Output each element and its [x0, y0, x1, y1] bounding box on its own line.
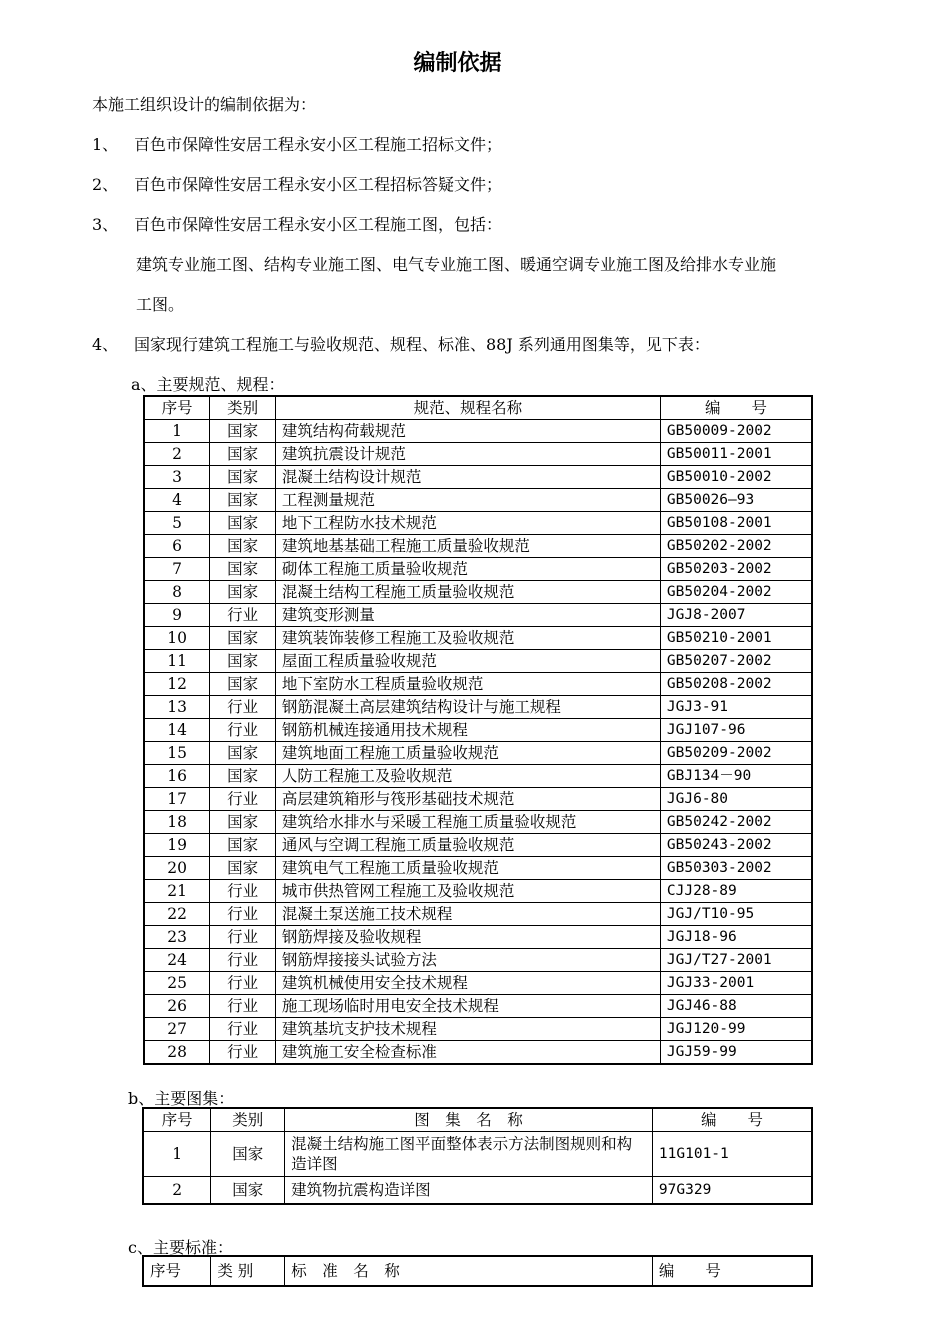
cell-category: 国家	[210, 489, 276, 512]
table-row	[144, 880, 812, 903]
cell-index: 10	[144, 627, 210, 650]
cell-code: GB50242-2002	[660, 811, 812, 834]
cell-category: 国家	[210, 420, 276, 443]
table-row	[144, 972, 812, 995]
cell-code: GB50108-2001	[660, 512, 812, 535]
table-row	[144, 650, 812, 673]
cell-category: 行业	[210, 1018, 276, 1041]
cell-code: GB50209-2002	[660, 742, 812, 765]
header-cell-category: 类别	[211, 1108, 285, 1132]
table-row	[144, 765, 812, 788]
cell-name: 建筑电气工程施工质量验收规范	[275, 857, 660, 880]
cell-name: 通风与空调工程施工质量验收规范	[275, 834, 660, 857]
cell-index: 21	[144, 880, 210, 903]
header-cell-index: 序号	[143, 1256, 211, 1286]
header-cell-name: 图 集 名 称	[285, 1108, 653, 1132]
cell-category: 行业	[210, 903, 276, 926]
cell-name: 建筑装饰装修工程施工及验收规范	[275, 627, 660, 650]
cell-name: 人防工程施工及验收规范	[275, 765, 660, 788]
table-row	[144, 489, 812, 512]
list-item-detail: 建筑专业施工图、结构专业施工图、电气专业施工图、暖通空调专业施工图及给排水专业施	[136, 255, 777, 274]
cell-category: 国家	[210, 673, 276, 696]
cell-category: 行业	[210, 949, 276, 972]
cell-category: 行业	[210, 696, 276, 719]
list-item-number: 2、	[92, 175, 119, 194]
header-cell-category: 类别	[210, 396, 276, 420]
cell-name: 建筑施工安全检查标准	[275, 1041, 660, 1065]
standards-table	[143, 395, 813, 1065]
cell-name: 建筑地基基础工程施工质量验收规范	[275, 535, 660, 558]
cell-code: GB50204-2002	[660, 581, 812, 604]
cell-category: 行业	[210, 995, 276, 1018]
table-row	[144, 558, 812, 581]
cell-category: 国家	[210, 581, 276, 604]
cell-index: 20	[144, 857, 210, 880]
cell-code: JGJ/T27-2001	[660, 949, 812, 972]
list-item-number: 4、	[92, 335, 119, 354]
table-row	[144, 834, 812, 857]
cell-index: 24	[144, 949, 210, 972]
cell-category: 行业	[210, 880, 276, 903]
cell-category: 国家	[210, 627, 276, 650]
header-cell-code: 编 号	[660, 396, 812, 420]
cell-category: 国家	[210, 742, 276, 765]
cell-code: GB50026—93	[660, 489, 812, 512]
cell-name: 混凝土泵送施工技术规程	[275, 903, 660, 926]
list-item	[92, 172, 502, 195]
header-cell-code: 编 号	[652, 1256, 812, 1286]
list-item	[92, 132, 502, 155]
cell-category: 国家	[210, 443, 276, 466]
cell-index: 13	[144, 696, 210, 719]
cell-name: 钢筋混凝土高层建筑结构设计与施工规程	[275, 696, 660, 719]
cell-category: 行业	[210, 1041, 276, 1065]
cell-code: JGJ18-96	[660, 926, 812, 949]
cell-index: 27	[144, 1018, 210, 1041]
cell-code: GB50303-2002	[660, 857, 812, 880]
cell-index: 11	[144, 650, 210, 673]
list-item-text: 百色市保障性安居工程永安小区工程施工图，包括：	[134, 215, 503, 234]
cell-code: JGJ/T10-95	[660, 903, 812, 926]
cell-name: 混凝土结构设计规范	[275, 466, 660, 489]
cell-category: 行业	[210, 972, 276, 995]
list-item-text: 百色市保障性安居工程永安小区工程施工招标文件；	[134, 135, 503, 154]
table-row	[144, 719, 812, 742]
table-row	[144, 696, 812, 719]
cell-index: 2	[144, 443, 210, 466]
cell-code: JGJ33-2001	[660, 972, 812, 995]
table-row	[143, 1177, 812, 1205]
table-header-row	[144, 396, 812, 420]
cell-index: 3	[144, 466, 210, 489]
cell-code: JGJ120-99	[660, 1018, 812, 1041]
cell-name: 混凝土结构工程施工质量验收规范	[275, 581, 660, 604]
table-row	[144, 788, 812, 811]
cell-index: 2	[143, 1177, 211, 1205]
cell-code: CJJ28-89	[660, 880, 812, 903]
table-row	[144, 673, 812, 696]
cell-name: 建筑变形测量	[275, 604, 660, 627]
section-b-heading: b、主要图集：	[128, 1089, 235, 1108]
cell-name: 建筑抗震设计规范	[275, 443, 660, 466]
table-row	[144, 443, 812, 466]
cell-category: 国家	[210, 466, 276, 489]
cell-name: 钢筋机械连接通用技术规程	[275, 719, 660, 742]
cell-index: 17	[144, 788, 210, 811]
header-cell-code: 编 号	[652, 1108, 812, 1132]
cell-code: GB50207-2002	[660, 650, 812, 673]
cell-index: 28	[144, 1041, 210, 1065]
table-row	[144, 627, 812, 650]
norms-table	[142, 1255, 813, 1287]
table-row	[144, 420, 812, 443]
cell-code: JGJ8-2007	[660, 604, 812, 627]
cell-name: 混凝土结构施工图平面整体表示方法制图规则和构造详图	[285, 1132, 653, 1177]
table-row	[144, 1018, 812, 1041]
cell-name: 施工现场临时用电安全技术规程	[275, 995, 660, 1018]
header-cell-name: 标 准 名 称	[285, 1256, 653, 1286]
cell-name: 钢筋焊接接头试验方法	[275, 949, 660, 972]
table-row	[144, 926, 812, 949]
header-cell-name: 规范、规程名称	[275, 396, 660, 420]
cell-category: 国家	[210, 857, 276, 880]
cell-category: 行业	[210, 926, 276, 949]
cell-index: 1	[143, 1132, 211, 1177]
cell-name: 建筑结构荷载规范	[275, 420, 660, 443]
cell-index: 9	[144, 604, 210, 627]
cell-code: JGJ46-88	[660, 995, 812, 1018]
header-cell-index: 序号	[143, 1108, 211, 1132]
table-row	[144, 903, 812, 926]
cell-index: 1	[144, 420, 210, 443]
cell-index: 19	[144, 834, 210, 857]
cell-code: JGJ107-96	[660, 719, 812, 742]
table-row	[144, 535, 812, 558]
cell-index: 6	[144, 535, 210, 558]
cell-category: 国家	[210, 512, 276, 535]
page-title: 编制依据	[413, 51, 502, 76]
table-row	[144, 581, 812, 604]
cell-category: 国家	[211, 1177, 285, 1205]
list-item	[92, 212, 502, 235]
cell-index: 15	[144, 742, 210, 765]
cell-name: 建筑物抗震构造详图	[285, 1177, 653, 1205]
list-item-detail: 工图。	[136, 295, 185, 314]
cell-code: GB50010-2002	[660, 466, 812, 489]
table-row	[144, 742, 812, 765]
cell-name: 建筑机械使用安全技术规程	[275, 972, 660, 995]
cell-name: 高层建筑箱形与筏形基础技术规范	[275, 788, 660, 811]
table-row	[144, 1041, 812, 1065]
cell-name: 建筑给水排水与采暖工程施工质量验收规范	[275, 811, 660, 834]
cell-index: 4	[144, 489, 210, 512]
cell-category: 国家	[210, 834, 276, 857]
cell-code: JGJ3-91	[660, 696, 812, 719]
cell-index: 26	[144, 995, 210, 1018]
cell-name: 地下室防水工程质量验收规范	[275, 673, 660, 696]
section-a-heading: a、主要规范、规程：	[131, 375, 285, 394]
cell-index: 22	[144, 903, 210, 926]
cell-code: GB50011-2001	[660, 443, 812, 466]
cell-code: 97G329	[652, 1177, 812, 1205]
list-item-text: 国家现行建筑工程施工与验收规范、规程、标准、88J 系列通用图集等，见下表：	[134, 335, 710, 354]
cell-name: 工程测量规范	[275, 489, 660, 512]
cell-name: 钢筋焊接及验收规程	[275, 926, 660, 949]
section-c-heading: c、主要标准：	[128, 1238, 233, 1257]
table-row	[144, 995, 812, 1018]
table-row	[144, 466, 812, 489]
cell-code: GB50210-2001	[660, 627, 812, 650]
table-row	[143, 1132, 812, 1177]
header-cell-category: 类 别	[211, 1256, 285, 1286]
header-cell-index: 序号	[144, 396, 210, 420]
cell-code: JGJ6-80	[660, 788, 812, 811]
cell-category: 国家	[210, 535, 276, 558]
list-item-number: 1、	[92, 135, 119, 154]
cell-code: GB50009-2002	[660, 420, 812, 443]
cell-category: 行业	[210, 788, 276, 811]
table-row	[144, 857, 812, 880]
cell-code: GB50202-2002	[660, 535, 812, 558]
cell-index: 7	[144, 558, 210, 581]
cell-code: GB50203-2002	[660, 558, 812, 581]
cell-index: 18	[144, 811, 210, 834]
cell-category: 国家	[210, 811, 276, 834]
cell-index: 5	[144, 512, 210, 535]
cell-name: 建筑地面工程施工质量验收规范	[275, 742, 660, 765]
cell-index: 12	[144, 673, 210, 696]
cell-index: 25	[144, 972, 210, 995]
list-item-text: 百色市保障性安居工程永安小区工程招标答疑文件；	[134, 175, 503, 194]
cell-index: 14	[144, 719, 210, 742]
table-row	[144, 512, 812, 535]
table-header-row	[143, 1256, 812, 1286]
cell-code: 11G101-1	[652, 1132, 812, 1177]
cell-category: 国家	[210, 765, 276, 788]
cell-name: 建筑基坑支护技术规程	[275, 1018, 660, 1041]
cell-name: 地下工程防水技术规范	[275, 512, 660, 535]
intro-text: 本施工组织设计的编制依据为：	[92, 95, 317, 114]
cell-code: GB50208-2002	[660, 673, 812, 696]
cell-category: 国家	[210, 650, 276, 673]
table-row	[144, 949, 812, 972]
cell-index: 23	[144, 926, 210, 949]
cell-code: JGJ59-99	[660, 1041, 812, 1065]
cell-code: GBJ134－90	[660, 765, 812, 788]
table-header-row	[143, 1108, 812, 1132]
cell-category: 行业	[210, 604, 276, 627]
cell-category: 国家	[211, 1132, 285, 1177]
cell-category: 行业	[210, 719, 276, 742]
list-item	[92, 332, 710, 355]
cell-name: 城市供热管网工程施工及验收规范	[275, 880, 660, 903]
table-row	[144, 811, 812, 834]
standards-table-body	[144, 420, 812, 1065]
atlas-table	[142, 1107, 813, 1205]
cell-index: 16	[144, 765, 210, 788]
cell-index: 8	[144, 581, 210, 604]
cell-category: 国家	[210, 558, 276, 581]
cell-code: GB50243-2002	[660, 834, 812, 857]
table-row	[144, 604, 812, 627]
cell-name: 屋面工程质量验收规范	[275, 650, 660, 673]
cell-name: 砌体工程施工质量验收规范	[275, 558, 660, 581]
list-item-number: 3、	[92, 215, 119, 234]
